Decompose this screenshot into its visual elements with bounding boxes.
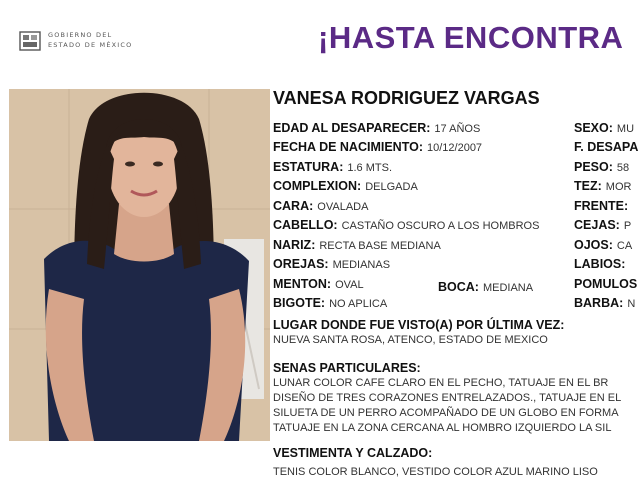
field-label: LABIOS:: [574, 257, 626, 271]
field-ears: [273, 255, 390, 273]
marks-line: TATUAJE EN LA ZONA CERCANA AL HOMBRO IZQUIERDO LA SIL: [273, 422, 612, 434]
missing-person-photo: [9, 89, 270, 441]
field-hair: [273, 216, 539, 234]
field-sex: [574, 119, 634, 137]
field-value: 17 AÑOS: [434, 123, 481, 135]
field-value: 10/12/2007: [427, 142, 483, 154]
field-value: CA: [616, 240, 633, 252]
field-label: ESTATURA:: [273, 160, 344, 174]
field-value: 1.6 MTS.: [347, 162, 392, 174]
field-beard: [574, 294, 635, 312]
field-value: NO APLICA: [329, 298, 388, 310]
field-forehead: [574, 197, 632, 215]
government-seal-icon: [18, 29, 42, 53]
field-value: OVALADA: [317, 201, 369, 213]
field-value: OVAL: [335, 279, 364, 291]
field-label: EDAD AL DESAPARECER:: [273, 121, 431, 135]
field-value: MU: [616, 123, 635, 135]
field-label: FRENTE:: [574, 199, 629, 213]
field-skin-tone: [574, 177, 631, 195]
field-label: F. DESAPA: [574, 140, 639, 154]
field-mouth: [438, 278, 533, 296]
field-label: COMPLEXION:: [273, 179, 362, 193]
field-value: P: [623, 220, 632, 232]
marks-line: DISEÑO DE TRES CORAZONES ENTRELAZADOS., TATUAJE EN EL: [273, 392, 622, 404]
marks-title: SENAS PARTICULARES:: [273, 361, 421, 375]
marks-line: SILUETA DE UN PERRO ACOMPAÑADO DE UN GLOBO EN FORMA: [273, 407, 619, 419]
field-label: MENTON:: [273, 277, 332, 291]
marks-line: LUNAR COLOR CAFE CLARO EN EL PECHO, TATUAJE EN EL BR: [273, 377, 609, 389]
last-seen-title: LUGAR DONDE FUE VISTO(A) POR ÚLTIMA VEZ:: [273, 318, 565, 332]
government-name-line2: ESTADO DE MÉXICO: [48, 41, 133, 49]
field-chin: [273, 275, 364, 293]
field-label: BIGOTE:: [273, 296, 326, 310]
field-value: MOR: [605, 181, 632, 193]
government-name-line1: GOBIERNO DEL: [48, 31, 113, 39]
field-disappearance-date: [574, 138, 640, 156]
field-nose: [273, 236, 441, 254]
field-age: [273, 119, 480, 137]
field-birthdate: [273, 138, 482, 156]
clothing-description: TENIS COLOR BLANCO, VESTIDO COLOR AZUL MARINO LISO: [273, 466, 598, 478]
field-label: FECHA DE NACIMIENTO:: [273, 140, 423, 154]
field-label: POMULOS: [574, 277, 638, 291]
field-label: PESO:: [574, 160, 613, 174]
field-label: BARBA:: [574, 296, 624, 310]
banner-title: ¡HASTA ENCONTRA: [318, 20, 624, 55]
field-label: OREJAS:: [273, 257, 329, 271]
field-lips: [574, 255, 629, 273]
field-eyebrows: [574, 216, 631, 234]
field-face: [273, 197, 368, 215]
field-eyes: [574, 236, 632, 254]
field-label: TEZ:: [574, 179, 602, 193]
field-value: 58: [616, 162, 630, 174]
field-value: DELGADA: [365, 181, 418, 193]
clothing-title: VESTIMENTA Y CALZADO:: [273, 446, 433, 460]
field-label: SEXO:: [574, 121, 613, 135]
field-label: NARIZ:: [273, 238, 316, 252]
field-label: BOCA:: [438, 280, 479, 294]
last-seen-location: NUEVA SANTA ROSA, ATENCO, ESTADO DE MEXICO: [273, 334, 548, 346]
field-value: N: [627, 298, 636, 310]
field-complexion: [273, 177, 418, 195]
field-label: OJOS:: [574, 238, 613, 252]
field-height: [273, 158, 392, 176]
field-value: MEDIANAS: [332, 259, 391, 271]
field-label: CEJAS:: [574, 218, 620, 232]
field-value: RECTA BASE MEDIANA: [319, 240, 441, 252]
field-label: CABELLO:: [273, 218, 338, 232]
person-name: VANESA RODRIGUEZ VARGAS: [273, 88, 540, 108]
field-label: CARA:: [273, 199, 314, 213]
field-value: CASTAÑO OSCURO A LOS HOMBROS: [341, 220, 540, 232]
field-value: MEDIANA: [482, 282, 534, 294]
field-weight: [574, 158, 629, 176]
field-cheekbones: [574, 275, 640, 293]
field-mustache: [273, 294, 387, 312]
